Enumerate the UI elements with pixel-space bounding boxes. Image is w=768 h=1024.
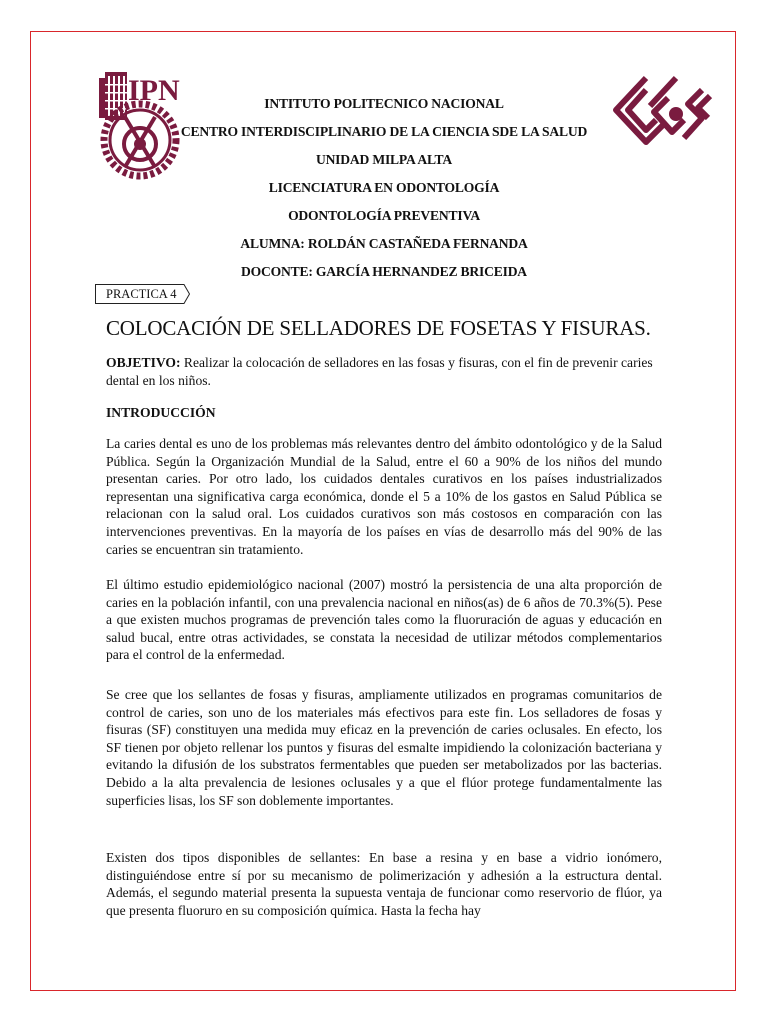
- header-institute: INTITUTO POLITECNICO NACIONAL: [264, 96, 504, 111]
- institution-header: [150, 90, 618, 286]
- header-degree: LICENCIATURA EN ODONTOLOGÍA: [268, 180, 500, 195]
- document-title: COLOCACIÓN DE SELLADORES DE FOSETAS Y FISURAS.: [106, 316, 651, 340]
- tag-arrow-icon: [180, 284, 190, 304]
- practica-tag: [95, 284, 190, 304]
- cics-logo: [606, 70, 714, 154]
- header-course: ODONTOLOGÍA PREVENTIVA: [288, 208, 480, 223]
- header-teacher: DOCONTE: GARCÍA HERNANDEZ BRICEIDA: [241, 264, 527, 279]
- header-student: ALUMNA: ROLDÁN CASTAÑEDA FERNANDA: [240, 236, 528, 251]
- paragraph-1: La caries dental es uno de los problemas más relevantes dentro del ámbito odontológico y de la Salud Pública. Según la Organización Mundial de la Salud, entre el 60 a 90% de los niños del mundo presentan caries. Por otro lado, los cuidados dentales curativos en los países industrializados representan una significativa carga económica, donde el 5 a 10% de los gastos en Salud Pública se relacionan con la salud oral. Los cuidados curativos son más costosos en comparación con las intervenciones preventivas. En la mayoría de los países en vías de desarrollo más del 90% de las caries se encuentran sin tratamiento.: [106, 436, 662, 557]
- intro-heading: INTRODUCCIÓN: [106, 405, 216, 420]
- paragraph-4: Existen dos tipos disponibles de sellantes: En base a resina y en base a vidrio ionómero, distinguiéndose entre sí por su mecanismo de polimerización y adhesión a la estructura dental. Además, el segundo material presenta la supuesta ventaja de funcionar como reservorio de flúor, ya que presenta fluoruro en su composición química. Hasta la fecha hay: [106, 850, 662, 918]
- header-unit: UNIDAD MILPA ALTA: [315, 152, 453, 167]
- paragraph-2: El último estudio epidemiológico nacional (2007) mostró la persistencia de una alta proporción de caries en la población infantil, con una prevalencia nacional en niños(as) de 6 años de 70.3%(5). Pese a que existen muchos programas de prevención tales como la fluoruración de aguas y educación en salud bucal, entre otras actividades, se constata la necesidad de utilizar métodos complementarios para el control de la enfermedad.: [106, 577, 662, 663]
- objetivo-label: OBJETIVO:: [106, 355, 181, 370]
- paragraph-3: Se cree que los sellantes de fosas y fisuras, ampliamente utilizados en programas comunitarios de control de caries, son uno de los materiales más efectivos para este fin. Los selladores de fosas y fisuras (SF) constituyen una medida muy eficaz en la prevención de caries oclusales. En efecto, los SF tienen por objeto rellenar los puntos y fisuras del esmalte impidiendo la colonización bacteriana y evitando la difusión de los substratos fermentables que pueden ser metabolizados por las bacterias. Debido a la alta prevalencia de lesiones oclusales y a que el flúor protege fundamentalmente las superficies lisas, los SF son doblemente importantes.: [106, 687, 662, 808]
- objetivo-text: Realizar la colocación de selladores en las fosas y fisuras, con el fin de prevenir caries dental en los niños.: [106, 355, 653, 388]
- objetivo-paragraph: [106, 354, 662, 389]
- practica-label: PRACTICA 4: [95, 284, 180, 304]
- svg-text:IPN: IPN: [128, 74, 180, 107]
- header-center: CENTRO INTERDISCIPLINARIO DE LA CIENCIA SDE LA SALUD: [180, 124, 588, 139]
